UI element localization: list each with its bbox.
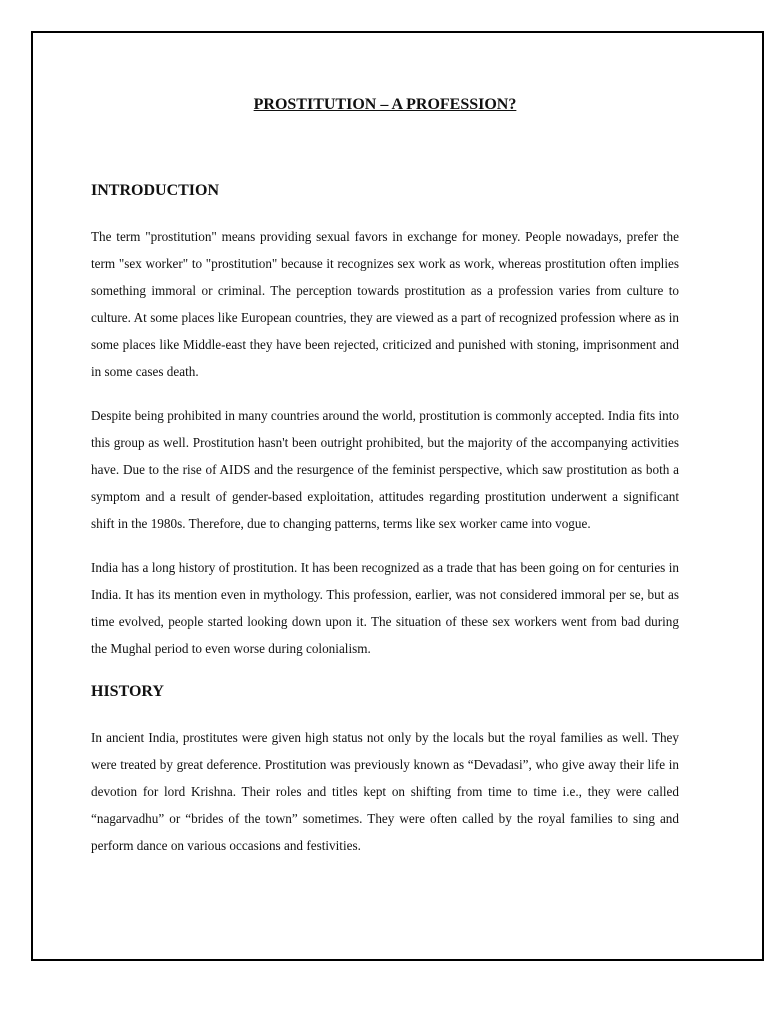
introduction-paragraph-1: The term "prostitution" means providing sexual favors in exchange for money. People nowadays, prefer the term "sex worker" to "prostitution" because it recognizes sex work as work, whereas prostitution often implies something immoral or criminal. The perception towards prostitution as a profession varies from culture to culture. At some places like European countries, they are viewed as a part of recognized profession where as in some places like Middle-east they have been rejected, criticized and punished with stoning, imprisonment and in some cases death. bbox=[91, 229, 679, 379]
document-body bbox=[91, 95, 679, 859]
section-heading-introduction: INTRODUCTION bbox=[91, 182, 220, 199]
section-heading-history: HISTORY bbox=[91, 683, 164, 700]
document-title: PROSTITUTION – A PROFESSION? bbox=[253, 96, 517, 113]
history-paragraph-1: In ancient India, prostitutes were given high status not only by the locals but the royal families as well. They were treated by great deference. Prostitution was previously known as “Devadasi”, who give away their life in devotion for lord Krishna. Their roles and titles kept on shifting from time to time i.e., they were called “nagarvadhu” or “brides of the town” sometimes. They were often called by the royal families to sing and perform dance on various occasions and festivities. bbox=[91, 730, 679, 853]
introduction-paragraph-2: Despite being prohibited in many countries around the world, prostitution is commonly accepted. India fits into this group as well. Prostitution hasn't been outright prohibited, but the majority of the accompanying activities have. Due to the rise of AIDS and the resurgence of the feminist perspective, which saw prostitution as both a symptom and a result of gender-based exploitation, attitudes regarding prostitution underwent a significant shift in the 1980s. Therefore, due to changing patterns, terms like sex worker came into vogue. bbox=[91, 408, 679, 531]
introduction-paragraph-3: India has a long history of prostitution. It has been recognized as a trade that has been going on for centuries in India. It has its mention even in mythology. This profession, earlier, was not considered immoral per se, but as time evolved, people started looking down upon it. The situation of these sex workers went from bad during the Mughal period to even worse during colonialism. bbox=[91, 560, 679, 656]
